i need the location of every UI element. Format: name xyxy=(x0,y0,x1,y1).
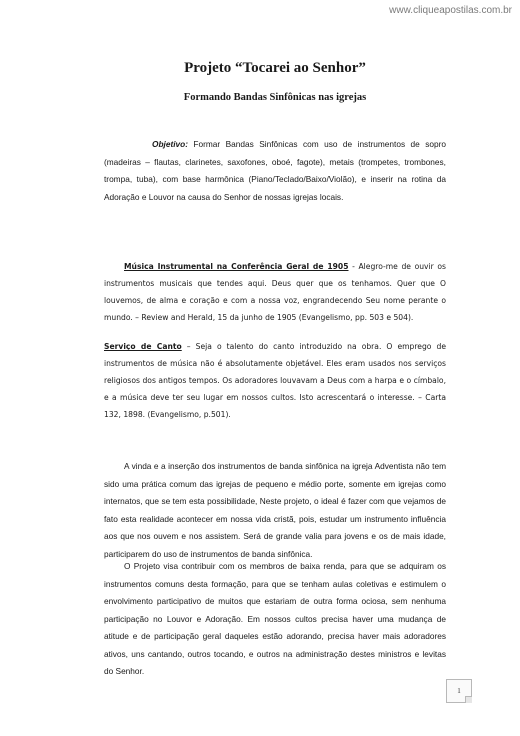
site-watermark: www.cliqueapostilas.com.br xyxy=(389,5,512,16)
document-subtitle: Formando Bandas Sinfônicas nas igrejas xyxy=(183,92,367,103)
body-paragraph-1: A vinda e a inserção dos instrumentos de banda sinfônica na igreja Adventista não tem sido uma prática comum das igrejas de pequeno e médio porte, somente em igrejas como internatos, que se tem esta possibilidade, Neste projeto, o ideal é fazer com que vejamos de fato esta realidade acontecer em nossa vida cristã, pois, estudar um instrumento influência aos que nos ouvem e nos assistem. Será de grande valia para jovens e os de mais idade, participarem do uso de instrumentos de banda sinfônica. xyxy=(104,461,446,559)
body-paragraph-2: O Projeto visa contribuir com os membros de baixa renda, para que se adquiram os instrumentos comuns desta formação, para que se tenham aulas coletivas e estimulem o envolvimento participativo de muitos que estariam de outra forma ociosa, sem nenhuma participação no Louvor e Adoração. Em nossos cultos precisa haver uma mudança de atitude e de participação geral daqueles estão adorando, precisa haver mais adoradores ativos, uns cantando, outros tocando, e outros na administração destes ministros e levitas do Senhor. xyxy=(104,561,446,676)
quote-conference-heading: Música Instrumental na Conferência Geral de 1905 xyxy=(124,262,349,271)
page-number: 1 xyxy=(446,679,472,703)
objective-paragraph xyxy=(104,136,446,206)
quote-conference-text: - Alegro-me de ouvir os instrumentos musicais que tendes aqui. Deus quer que os tenhamos. Quer que O louvemos, de alma e coração e com a nossa voz, engrandecendo Seu nome perante o mundo. – Review and Herald, 15 da junho de 1905 (Evangelismo, pp. 503 e 504). xyxy=(104,262,446,322)
quote-canto-text: – Seja o talento do canto introduzido na obra. O emprego de instrumentos de música não é absolutamente objetável. Eles eram usados nos serviços religiosos dos antigos tempos. Os adoradores louvavam a Deus com a harpa e o címbalo, e a música deve ter seu lugar em nossos cultos. Isto acrescentará o interesse. – Carta 132, 1898. (Evangelismo, p.501). xyxy=(104,342,446,419)
quote-conference-1905 xyxy=(104,258,446,326)
document-page xyxy=(104,60,446,676)
quote-canto-heading: Serviço de Canto xyxy=(104,342,182,351)
objective-text: Formar Bandas Sinfônicas com uso de instrumentos de sopro (madeiras – flautas, clarinetes, saxofones, oboé, fagote), metais (trompetes, trombones, trompa, tuba), com base harmônica (Piano/Teclado/Baixo/Violão), e inserir na rotina da Adoração e Louvor na causa do Senhor de nossas igrejas locais. xyxy=(104,139,446,202)
objective-label: Objetivo: xyxy=(152,139,188,149)
document-title: Projeto “Tocarei ao Senhor” xyxy=(184,60,366,76)
quote-servico-canto xyxy=(104,338,446,423)
